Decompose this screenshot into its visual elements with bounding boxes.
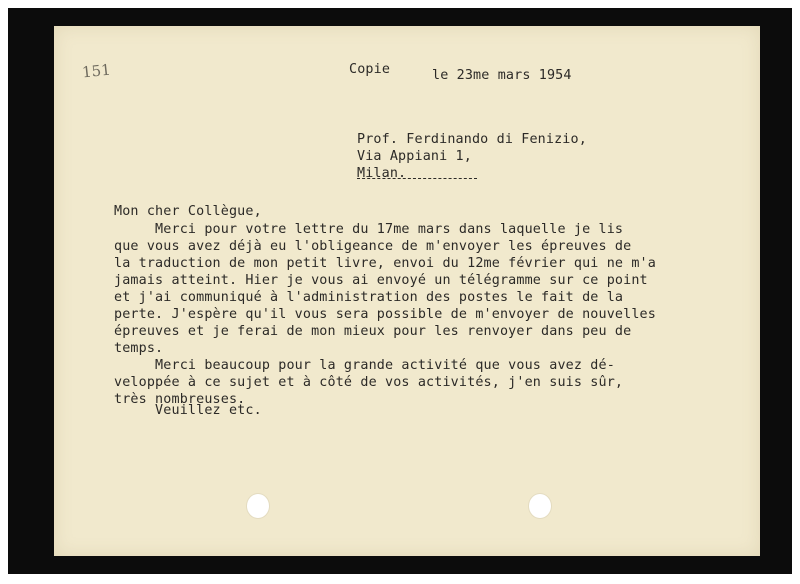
address-city: Milan.	[357, 166, 407, 181]
paragraph-1-line-3: la traduction de mon petit livre, envoi du 12me février qui ne m'a	[114, 256, 656, 271]
salutation: Mon cher Collègue,	[114, 204, 262, 219]
copy-label: Copie	[349, 62, 391, 77]
paragraph-1-line-4: jamais atteint. Hier je vous ai envoyé un télégramme sur ce point	[114, 273, 648, 288]
paragraph-1-line-1: Merci pour votre lettre du 17me mars dans laquelle je lis	[114, 222, 624, 237]
paragraph-1-line-8: temps.	[114, 341, 164, 356]
paragraph-1-line-5: et j'ai communiqué à l'administration des postes le fait de la	[114, 290, 624, 305]
closing-line: Veuillez etc.	[114, 403, 262, 418]
paragraph-1-line-2: que vous avez déjà eu l'obligeance de m'envoyer les épreuves de	[114, 239, 632, 254]
punch-hole-left	[247, 494, 269, 518]
address-name: Prof. Ferdinando di Fenizio,	[357, 132, 587, 147]
paragraph-2-line-3: très nombreuses.	[114, 392, 246, 407]
handwritten-annotation: 151	[81, 60, 112, 82]
paragraph-1-line-6: perte. J'espère qu'il vous sera possible de m'envoyer de nouvelles	[114, 307, 656, 322]
paragraph-2-line-2: veloppée à ce sujet et à côté de vos activités, j'en suis sûr,	[114, 375, 624, 390]
address-street: Via Appiani 1,	[357, 149, 472, 164]
paragraph-1-line-7: épreuves et je ferai de mon mieux pour les renvoyer dans peu de	[114, 324, 632, 339]
punch-hole-right	[529, 494, 551, 518]
paragraph-2-line-1: Merci beaucoup pour la grande activité que vous avez dé-	[114, 358, 615, 373]
address-underline	[357, 178, 477, 179]
letter-date: le 23me mars 1954	[432, 68, 572, 83]
